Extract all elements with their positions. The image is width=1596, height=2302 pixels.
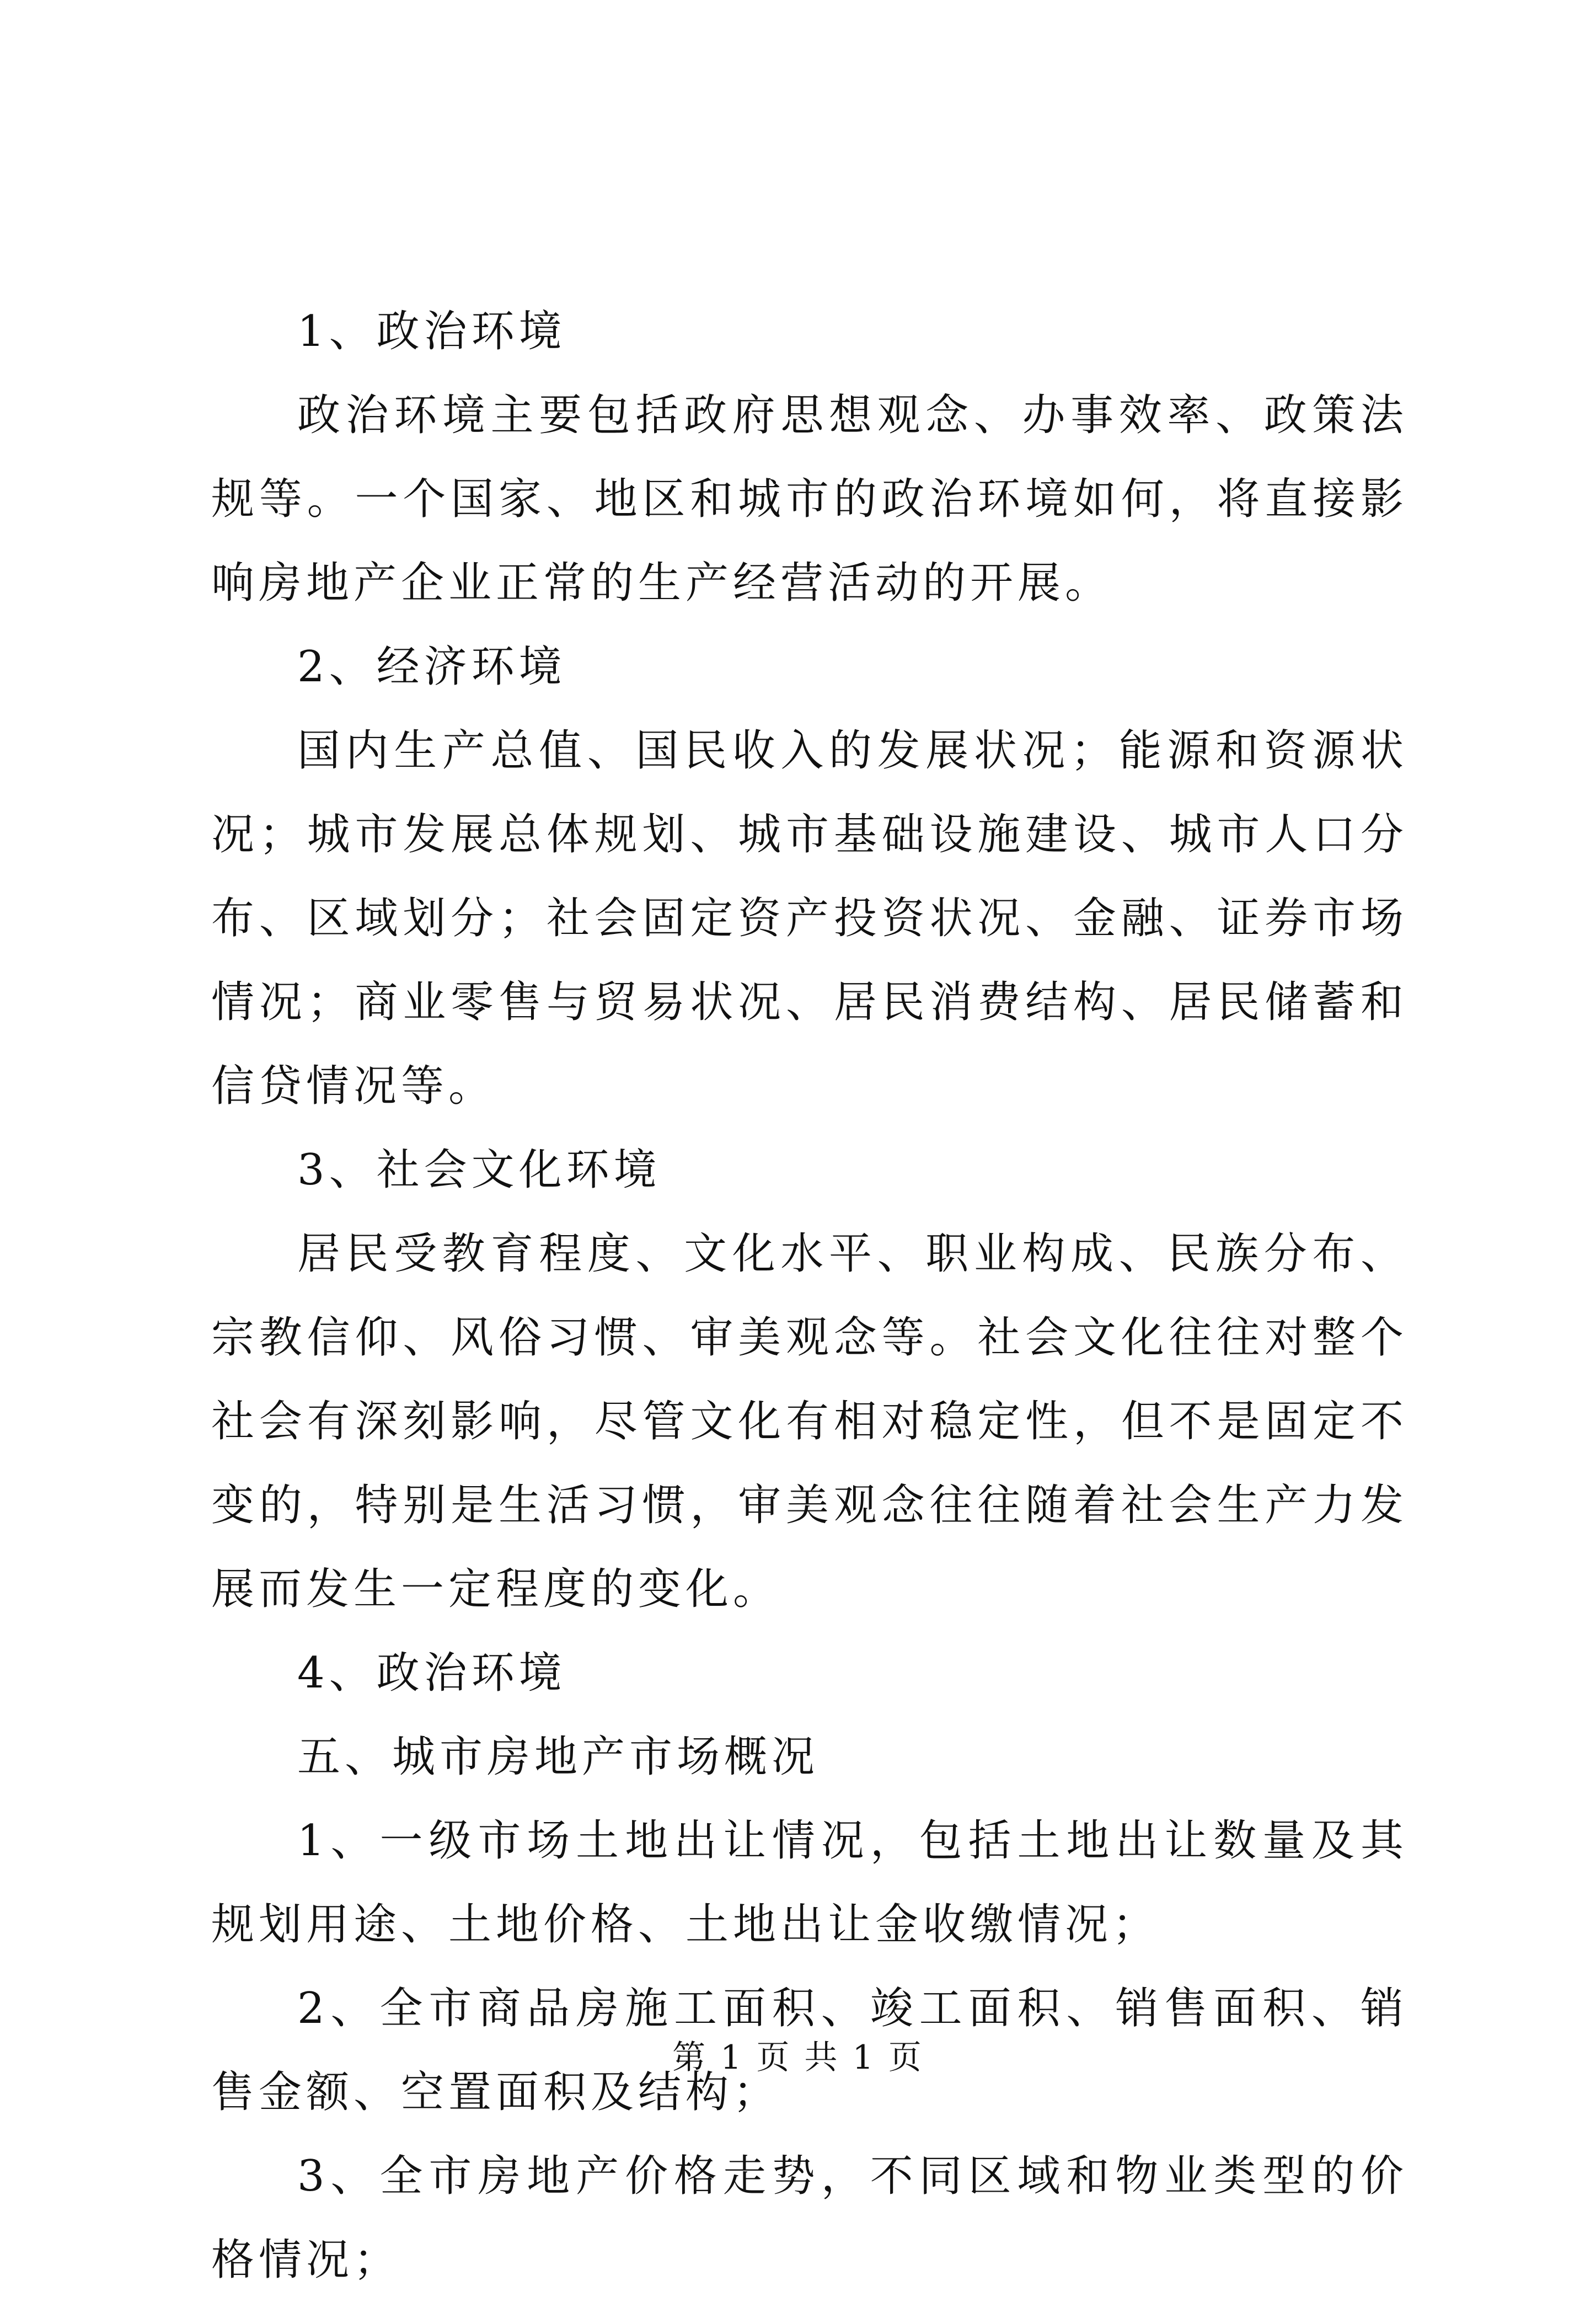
document-body [211, 290, 1408, 2302]
page-number-label: 第 1 页 共 1 页 [672, 2038, 924, 2077]
paragraph-economic-environment: 国内生产总值、国民收入的发展状况；能源和资源状况；城市发展总体规划、城市基础设施建设、城市人口分布、区域划分；社会固定资产投资状况、金融、证券市场情况；商业零售与贸易状况、居民消费结构、居民储蓄和信贷情况等。 [211, 726, 1408, 1111]
list-item-land-market: 1、一级市场土地出让情况，包括土地出让数量及其规划用途、土地价格、土地出让金收缴情况； [211, 1816, 1408, 1950]
heading-social-cultural-environment: 3、社会文化环境 [297, 1145, 661, 1195]
heading-economic-environment: 2、经济环境 [297, 642, 566, 692]
list-item-housing-area: 2、全市商品房施工面积、竣工面积、销售面积、销售金额、空置面积及结构； [211, 1984, 1408, 2117]
page-footer [0, 2036, 1596, 2080]
heading-political-environment-4: 4、政治环境 [297, 1648, 566, 1698]
paragraph-social-cultural-environment: 居民受教育程度、文化水平、职业构成、民族分布、宗教信仰、风俗习惯、审美观念等。社会文化往往对整个社会有深刻影响，尽管文化有相对稳定性，但不是固定不变的，特别是生活习惯，审美观念往往随着社会生产力发展而发生一定程度的变化。 [211, 1229, 1408, 1614]
paragraph-political-environment: 政治环境主要包括政府思想观念、办事效率、政策法规等。一个国家、地区和城市的政治环境如何，将直接影响房地产企业正常的生产经营活动的开展。 [211, 391, 1408, 608]
list-item-price-trend: 3、全市房地产价格走势，不同区域和物业类型的价格情况； [211, 2151, 1408, 2285]
section-heading-market-overview: 五、城市房地产市场概况 [297, 1732, 820, 1782]
heading-political-environment: 1、政治环境 [297, 307, 566, 356]
